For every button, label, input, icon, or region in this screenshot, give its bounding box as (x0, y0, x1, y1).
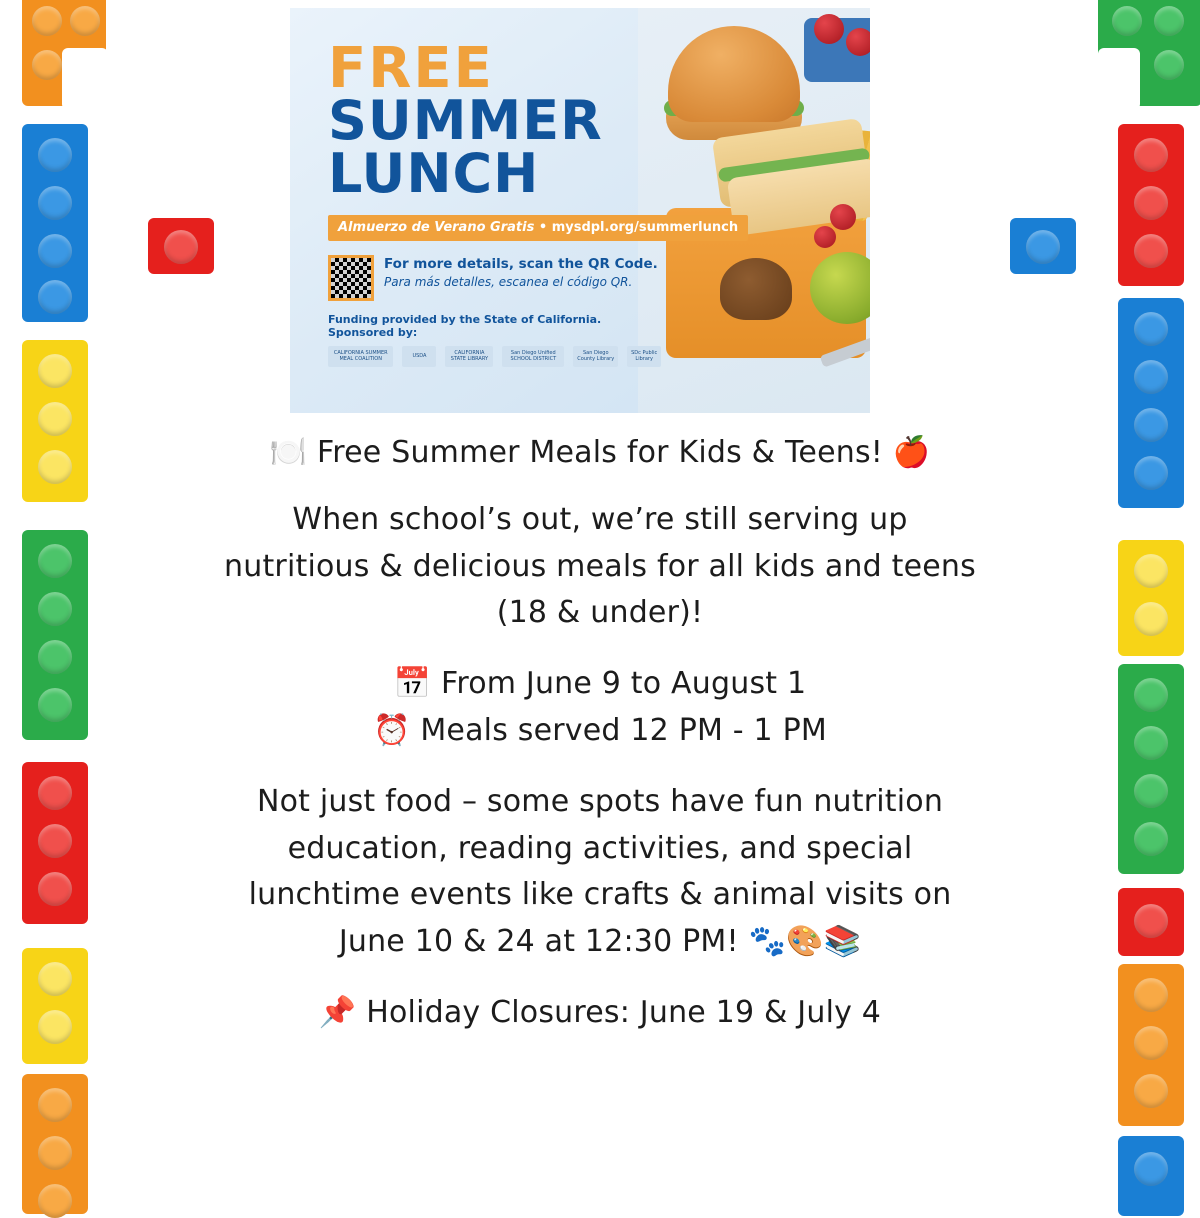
lego-brick-orange-right-lower (1118, 964, 1184, 1126)
sponsor-logo: San Diego Unified SCHOOL DISTRICT (502, 346, 564, 367)
apple-icon: 🍎 (892, 435, 931, 470)
flyer-food-photo (638, 8, 870, 413)
flyer-subtitle-url[interactable]: mysdpl.org/summerlunch (551, 220, 739, 235)
lego-border-right (1060, 0, 1200, 1200)
lego-brick-blue-small-right (1010, 218, 1076, 274)
lego-brick-orange-lower (22, 1074, 88, 1214)
flyer-text-block (290, 8, 739, 413)
cherry-graphic (830, 204, 856, 230)
flyer-subtitle-spanish: Almuerzo de Verano Gratis (338, 220, 535, 235)
post-paragraph-2-line-2: education, reading activities, and special (287, 830, 913, 866)
burger-bun-graphic (668, 26, 800, 122)
lego-border-left (0, 0, 140, 1200)
post-paragraph-2 (150, 779, 1050, 966)
summer-lunch-flyer (290, 8, 870, 413)
sponsor-logo: San Diego County Library (573, 346, 618, 367)
alarm-clock-icon: ⏰ (373, 712, 411, 748)
lego-brick-red-right-lower (1118, 888, 1184, 956)
sponsor-logo: CALIFORNIA SUMMER MEAL COALITION (328, 346, 393, 367)
qr-prompt-english: For more details, scan the QR Code. (384, 256, 658, 272)
sponsor-logo: CALIFORNIA STATE LIBRARY (445, 346, 493, 367)
flyer-title-free: FREE (328, 36, 494, 101)
lego-brick-red-small (148, 218, 214, 274)
flyer-canvas (290, 8, 870, 413)
post-paragraph-1-line-2: nutritious & delicious meals for all kids and teens (224, 548, 976, 584)
paw-palette-books-icons: 🐾🎨📚 (748, 924, 862, 960)
flyer-subtitle-bar (328, 215, 748, 241)
lego-brick-green-corner-cut (1098, 48, 1140, 110)
lego-brick-blue-right-bottom (1118, 1136, 1184, 1216)
post-heading-text: Free Summer Meals for Kids & Teens! (317, 435, 883, 470)
lego-brick-yellow-tall (22, 340, 88, 502)
post-paragraph-2-text-4: June 10 & 24 at 12:30 PM! (338, 924, 739, 960)
flyer-title-summer: SUMMER (328, 89, 603, 153)
qr-code-icon[interactable] (328, 255, 374, 301)
lego-brick-blue-tall-right (1118, 298, 1184, 508)
post-schedule (150, 661, 1050, 755)
lego-brick-orange-corner-cut (62, 48, 108, 110)
lego-brick-green-tall (22, 530, 88, 740)
cherry-graphic (814, 226, 836, 248)
sponsor-logo: USDA (402, 346, 436, 367)
cutlery-icon: 🍽️ (269, 435, 308, 470)
lego-brick-blue-tall (22, 124, 88, 322)
post-paragraph-2-line-3: lunchtime events like crafts & animal visits on (248, 877, 952, 913)
cherry-graphic (814, 14, 844, 44)
post-paragraph-1-line-1: When school’s out, we’re still serving up (292, 501, 908, 537)
calendar-icon: 📅 (393, 666, 432, 702)
post-closures-text: Holiday Closures: June 19 & July 4 (366, 994, 882, 1030)
post-caption (150, 430, 1050, 1037)
lego-brick-green-right (1118, 664, 1184, 874)
pushpin-icon: 📌 (318, 994, 357, 1030)
post-heading (150, 430, 1050, 477)
post-time-text: Meals served 12 PM - 1 PM (420, 712, 827, 748)
post-paragraph-2-line-4 (150, 919, 1050, 966)
qr-prompt-spanish: Para más detalles, escanea el código QR. (384, 274, 633, 289)
cherry-graphic (846, 28, 870, 56)
lego-brick-yellow-lower (22, 948, 88, 1064)
flyer-sponsor-logos (328, 346, 661, 367)
post-time-line (150, 708, 1050, 755)
post-closures-line (150, 990, 1050, 1037)
post-paragraph-1-line-3: (18 & under)! (496, 595, 704, 631)
lego-brick-red-tall (22, 762, 88, 924)
lego-brick-yellow-right (1118, 540, 1184, 656)
post-paragraph-1 (150, 497, 1050, 637)
muffin-graphic (720, 258, 792, 320)
flyer-title-lunch: LUNCH (328, 142, 540, 206)
post-dates-text: From June 9 to August 1 (441, 666, 807, 702)
post-dates-line (150, 661, 1050, 708)
flyer-subtitle-separator: • (534, 220, 552, 235)
post-paragraph-2-line-1: Not just food – some spots have fun nutrition (256, 783, 944, 819)
flyer-funding-text: Funding provided by the State of California. Sponsored by: (328, 313, 602, 339)
lego-brick-red-tall-right (1118, 124, 1184, 286)
sponsor-logo: SDc Public Library (627, 346, 661, 367)
flyer-qr-row (328, 255, 661, 301)
